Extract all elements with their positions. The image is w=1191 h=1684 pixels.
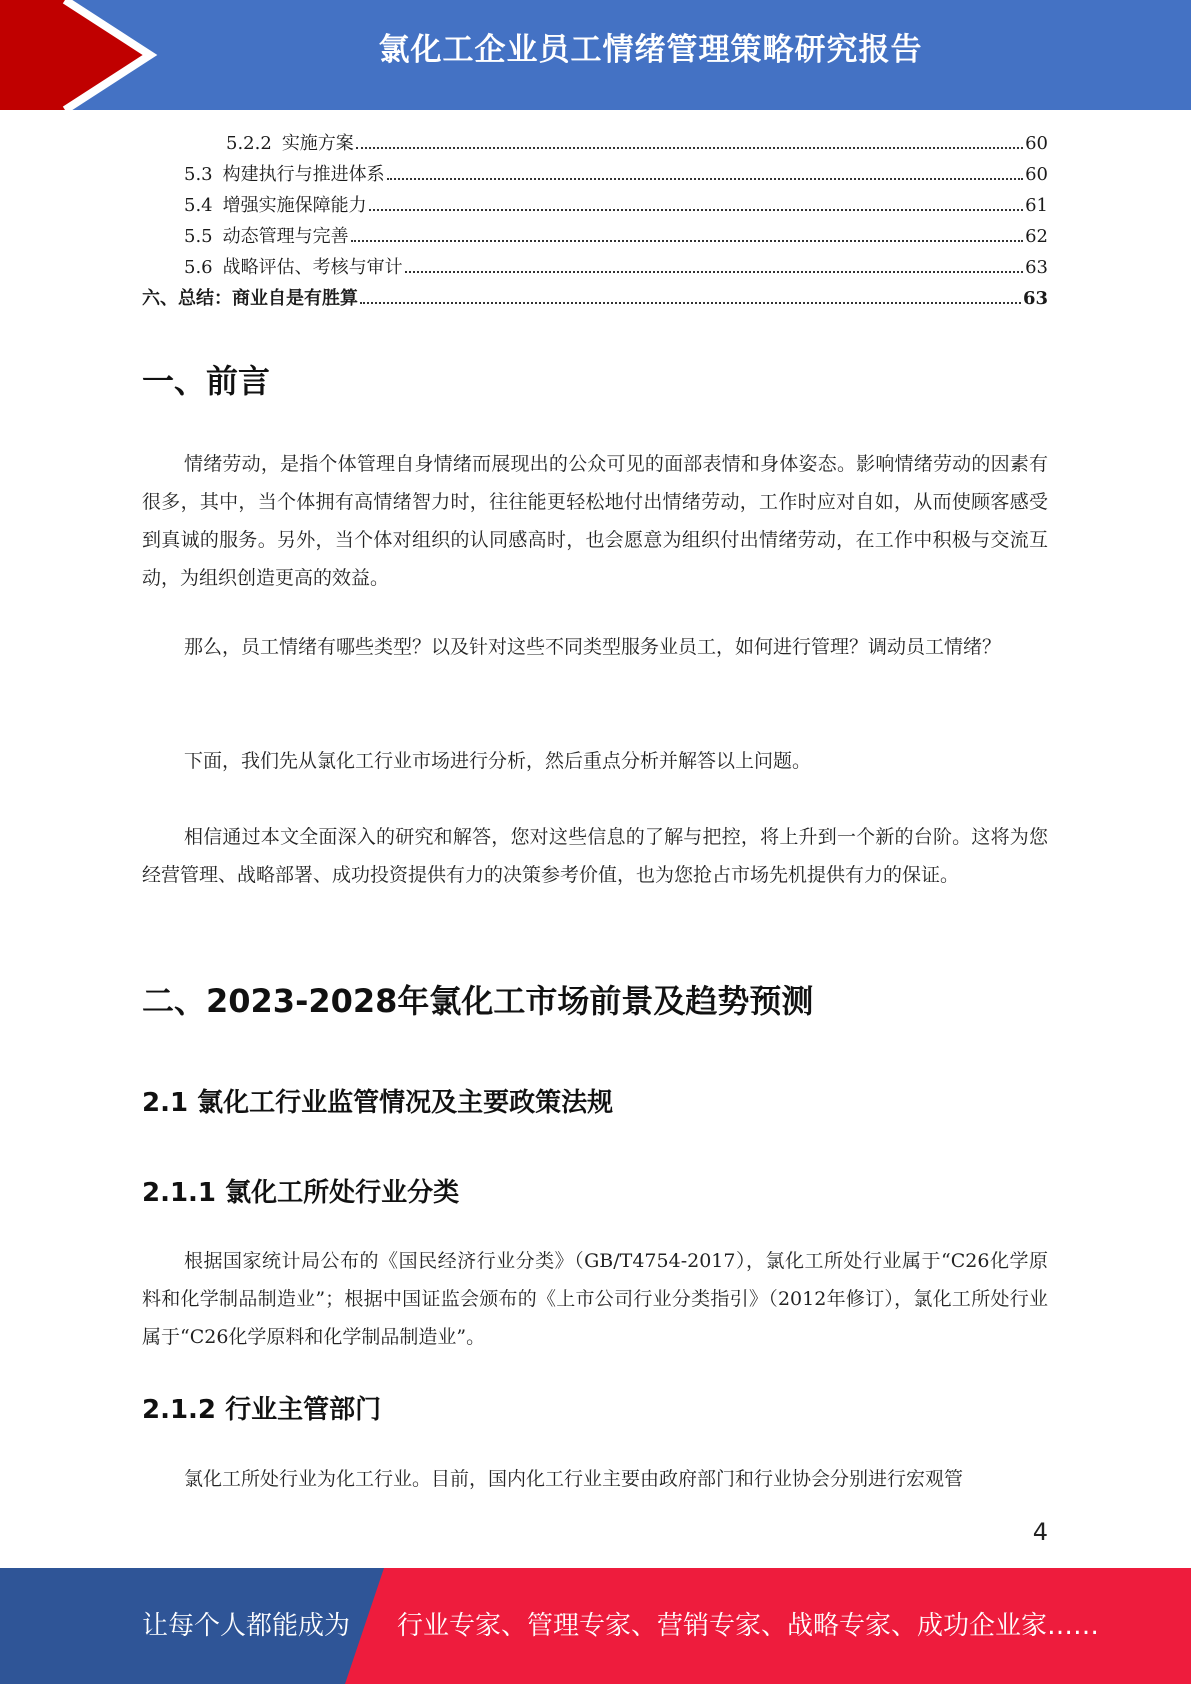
toc-leader-dots bbox=[360, 302, 1021, 304]
body-paragraph: 氯化工所处行业为化工行业。目前，国内化工行业主要由政府部门和行业协会分别进行宏观管 bbox=[184, 1468, 964, 1490]
toc-item-text: 六、总结：商业自是有胜算 bbox=[142, 288, 358, 309]
page-number: 4 bbox=[1032, 1518, 1048, 1546]
body-paragraph: 情绪劳动，是指个体管理自身情绪而展现出的公众可见的面部表情和身体姿态。影响情绪劳动的因素有很多，其中，当个体拥有高情绪智力时，往往能更轻松地付出情绪劳动，工作时应对自如，从而使顾客感受到真诚的服务。另外，当个体对组织的认同感高时，也会愿意为组织付出情绪劳动，在工作中积极与交流互动，为组织创造更高的效益。 bbox=[142, 453, 1048, 589]
toc-leader-dots bbox=[369, 209, 1023, 211]
subsection-heading: 2.1.1 氯化工所处行业分类 bbox=[142, 1178, 460, 1208]
page-header bbox=[0, 0, 1191, 110]
page-footer bbox=[0, 1568, 1191, 1684]
toc-leader-dots bbox=[351, 240, 1023, 242]
table-of-contents bbox=[142, 128, 1048, 314]
report-title: 氯化工企业员工情绪管理策略研究报告 bbox=[378, 32, 923, 68]
toc-item-page: 63 bbox=[1025, 257, 1048, 278]
toc-item[interactable] bbox=[142, 159, 1048, 190]
section-heading-preface: 一、前言 bbox=[142, 362, 271, 400]
toc-item[interactable] bbox=[142, 190, 1048, 221]
toc-item-page: 62 bbox=[1025, 226, 1048, 247]
subsection-heading: 2.1.2 行业主管部门 bbox=[142, 1395, 382, 1425]
body-paragraph: 那么，员工情绪有哪些类型？以及针对这些不同类型服务业员工，如何进行管理？调动员工情绪？ bbox=[184, 636, 1002, 658]
toc-item-number: 5.2.2 bbox=[226, 133, 272, 154]
toc-leader-dots bbox=[405, 271, 1023, 273]
toc-item-page: 63 bbox=[1022, 288, 1048, 309]
footer-slogan-left: 让每个人都能成为 bbox=[142, 1611, 351, 1641]
toc-item-text: 战略评估、考核与审计 bbox=[222, 257, 403, 278]
toc-item[interactable] bbox=[142, 221, 1048, 252]
toc-leader-dots bbox=[356, 147, 1023, 149]
toc-leader-dots bbox=[387, 178, 1023, 180]
toc-item[interactable] bbox=[142, 252, 1048, 283]
section-heading-market-forecast: 二、2023-2028年氯化工市场前景及趋势预测 bbox=[142, 982, 814, 1020]
toc-item-number: 5.6 bbox=[184, 257, 213, 278]
toc-item-text: 增强实施保障能力 bbox=[222, 195, 367, 216]
toc-item-page: 60 bbox=[1025, 164, 1048, 185]
body-paragraph: 下面，我们先从氯化工行业市场进行分析，然后重点分析并解答以上问题。 bbox=[184, 750, 812, 772]
red-chevron-shape bbox=[0, 0, 150, 110]
toc-item-page: 60 bbox=[1025, 133, 1048, 154]
toc-item-text: 构建执行与推进体系 bbox=[222, 164, 385, 185]
toc-item-number: 5.3 bbox=[184, 164, 213, 185]
toc-item-text: 实施方案 bbox=[281, 133, 354, 154]
body-paragraph: 相信通过本文全面深入的研究和解答，您对这些信息的了解与把控，将上升到一个新的台阶。这将为您经营管理、战略部署、成功投资提供有力的决策参考价值，也为您抢占市场先机提供有力的保证。 bbox=[142, 826, 1048, 886]
footer-slogan-right: 行业专家、管理专家、营销专家、战略专家、成功企业家…… bbox=[397, 1611, 1100, 1641]
toc-item-number: 5.4 bbox=[184, 195, 213, 216]
body-paragraph: 根据国家统计局公布的《国民经济行业分类》（GB/T4754-2017），氯化工所处行业属于“C26化学原料和化学制品制造业”；根据中国证监会颁布的《上市公司行业分类指引》（2012年修订），氯化工所处行业属于“C26化学原料和化学制品制造业”。 bbox=[142, 1250, 1048, 1348]
toc-item-page: 61 bbox=[1025, 195, 1048, 216]
toc-item-number: 5.5 bbox=[184, 226, 213, 247]
toc-item[interactable] bbox=[142, 283, 1048, 314]
toc-item-text: 动态管理与完善 bbox=[222, 226, 349, 247]
toc-item[interactable] bbox=[142, 128, 1048, 159]
subsection-heading: 2.1 氯化工行业监管情况及主要政策法规 bbox=[142, 1088, 614, 1118]
